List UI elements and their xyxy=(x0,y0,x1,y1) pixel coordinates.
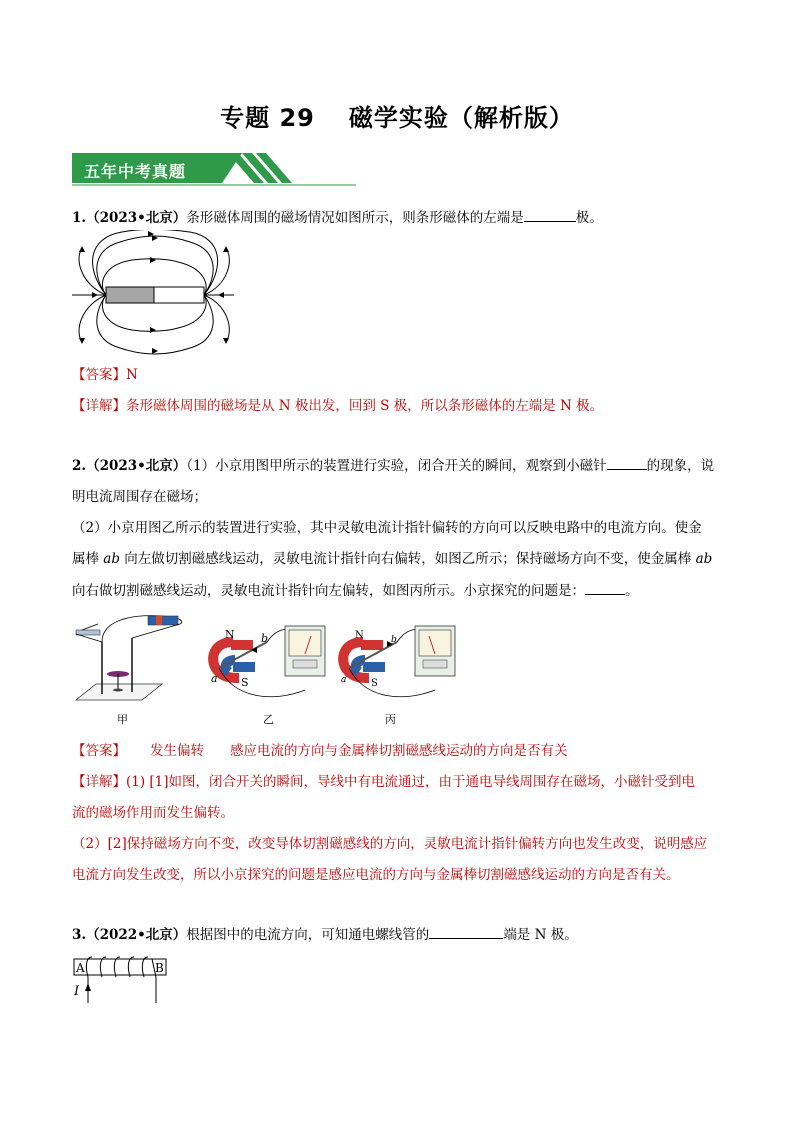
bar-magnet-field-figure xyxy=(72,230,237,355)
title-topic-number: 专题 29 xyxy=(220,104,315,132)
question-1-detail: 【详解】条形磁体周围的磁场是从 N 极出发，回到 S 极，所以条形磁体的左端是 N 极。 xyxy=(72,398,604,414)
answer-blank xyxy=(524,207,576,222)
svg-text:N: N xyxy=(355,630,364,641)
question-2-detail-line-1: 【详解】(1) [1]如图，闭合开关的瞬间，导线中有电流通过，由于通电导线周围存在磁场，小磁针受到电 xyxy=(72,774,696,790)
svg-text:N: N xyxy=(225,628,235,641)
answer-1: 发生偏转 xyxy=(150,743,204,759)
question-2-answer: 【答案】 发生偏转 感应电流的方向与金属棒切割磁感线运动的方向是否有关 xyxy=(72,743,568,759)
question-2-line-2: 明电流周围存在磁场； xyxy=(72,489,207,505)
svg-text:a: a xyxy=(211,672,218,685)
figure-label-jia: 甲 xyxy=(117,713,128,726)
title-topic-name: 磁学实验（解析版） xyxy=(348,104,574,132)
section-heading: 五年中考真题 xyxy=(84,162,187,181)
figure-jia-wire-compass xyxy=(72,612,192,707)
svg-text:b: b xyxy=(261,632,269,645)
question-2-line-4: 属棒 ab 向左做切割磁感线运动，灵敏电流计指针向右偏转，如图乙所示；保持磁场方向不变，使金属棒 ab xyxy=(72,551,713,567)
answer-2: 感应电流的方向与金属棒切割磁感线运动的方向是否有关 xyxy=(230,743,568,759)
svg-text:S: S xyxy=(371,678,378,689)
solenoid-label-b: B xyxy=(155,961,164,975)
current-label: I xyxy=(74,984,80,999)
question-2-detail-line-3: （2）[2]保持磁场方向不变，改变导体切割磁感线的方向，灵敏电流计指针偏转方向也发生改变，说明感应 xyxy=(72,836,708,852)
question-2-line-1: 2.（2023•北京）（1）小京用图甲所示的装置进行实验，闭合开关的瞬间，观察到小磁针 的现象，说 xyxy=(72,455,714,476)
question-1-text: 1.（2023•北京）条形磁体周围的磁场情况如图所示，则条形磁体的左端是 极。 xyxy=(72,207,603,228)
svg-text:S: S xyxy=(241,676,249,689)
answer-blank xyxy=(585,580,625,595)
page-title xyxy=(0,98,794,133)
question-2-detail-line-4: 电流方向发生改变，所以小京探究的问题是感应电流的方向与金属棒切割磁感线运动的方向是否有关。 xyxy=(72,867,680,883)
figure-label-bing: 丙 xyxy=(385,713,396,726)
figure-yi-magnet-galvanometer xyxy=(205,620,330,705)
answer-blank xyxy=(607,455,647,470)
answer-blank xyxy=(429,924,503,939)
question-2-line-3: （2）小京用图乙所示的装置进行实验，其中灵敏电流计指针偏转的方向可以反映电路中的电流方向。使金 xyxy=(72,520,702,536)
question-2-line-5: 向右做切割磁感线运动，灵敏电流计指针向左偏转，如图丙所示。小京探究的问题是： 。 xyxy=(72,580,639,601)
svg-text:a: a xyxy=(341,675,347,685)
figure-bing-magnet-galvanometer xyxy=(335,620,460,705)
figure-label-yi: 乙 xyxy=(263,713,274,726)
question-1-answer: 【答案】N xyxy=(72,367,138,383)
question-3-text: 3.（2022•北京）根据图中的电流方向，可知通电螺线管的 端是 N 极。 xyxy=(72,924,578,945)
svg-text:b: b xyxy=(391,635,397,645)
question-2-detail-line-2: 流的磁场作用而发生偏转。 xyxy=(72,805,234,821)
solenoid-label-a: A xyxy=(76,961,85,975)
solenoid-figure xyxy=(72,955,172,1007)
